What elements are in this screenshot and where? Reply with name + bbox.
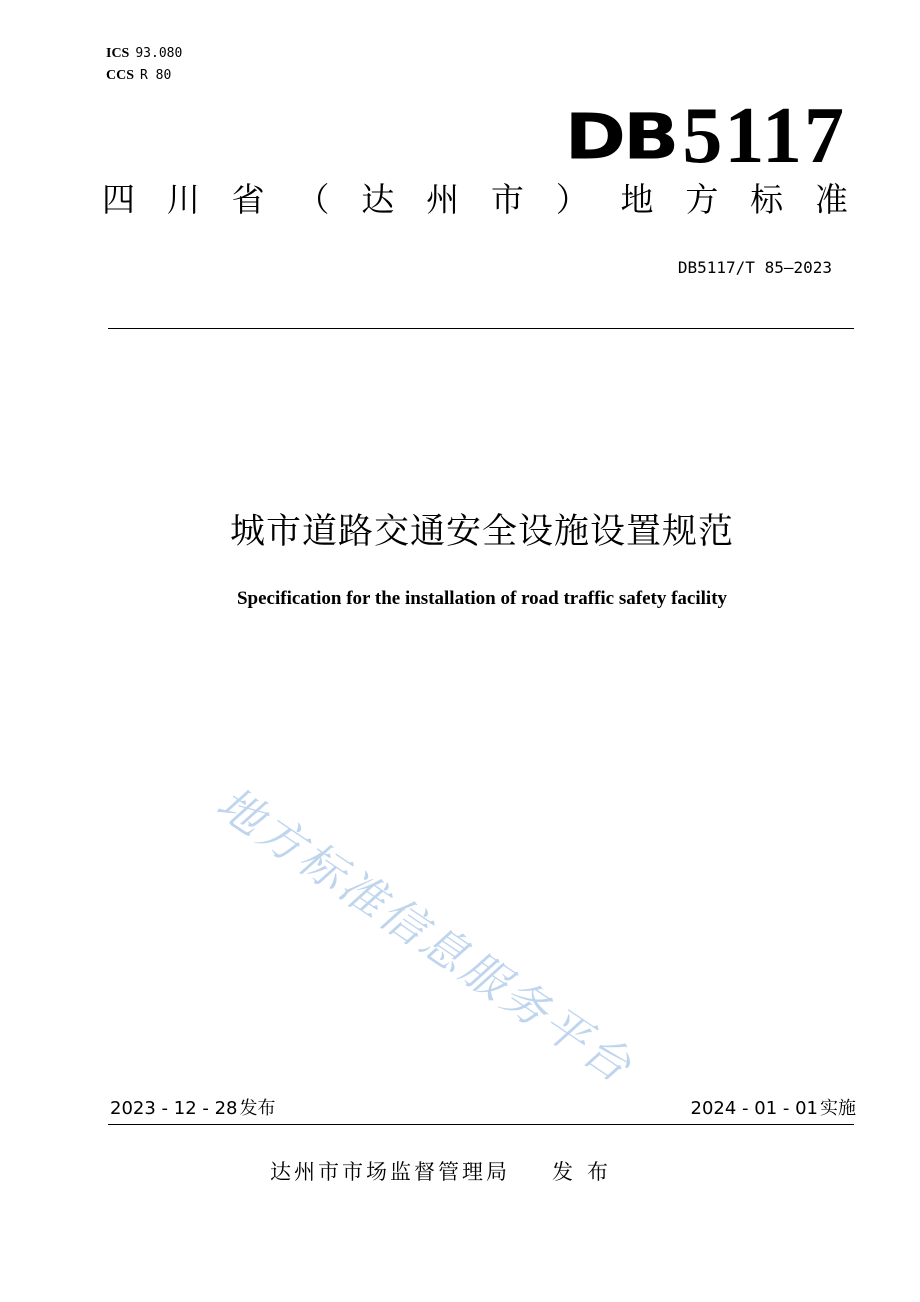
implementation-date bbox=[691, 1097, 857, 1121]
title-english: Specification for the installation of road traffic safety facility bbox=[236, 588, 728, 609]
standard-category-char: 州 bbox=[426, 180, 460, 219]
standard-category-char: ） bbox=[555, 180, 589, 219]
issuer-row bbox=[270, 1158, 622, 1186]
ics-code bbox=[106, 44, 182, 63]
standard-category-char: 川 bbox=[166, 180, 200, 219]
implementation-date-label: 实施 bbox=[820, 1098, 856, 1119]
issue-date bbox=[110, 1097, 276, 1121]
ccs-label: CCS bbox=[106, 68, 135, 83]
standard-category-char: 四 bbox=[102, 180, 135, 219]
standard-category-char: 省 bbox=[231, 180, 265, 219]
standard-category-char: （ bbox=[296, 180, 330, 219]
standard-category bbox=[102, 178, 848, 222]
standard-category-char: 方 bbox=[685, 180, 719, 219]
publish-label: 发布 bbox=[552, 1160, 622, 1184]
top-divider bbox=[108, 328, 854, 329]
ccs-code bbox=[106, 66, 171, 85]
issuer-name: 达州市市场监督管理局 bbox=[270, 1160, 510, 1184]
ics-label: ICS bbox=[106, 46, 130, 61]
issue-date-value: 2023 - 12 - 28 bbox=[110, 1098, 238, 1119]
bottom-divider bbox=[108, 1124, 854, 1125]
standard-code: 5117 bbox=[682, 92, 846, 180]
standard-category-char: 市 bbox=[490, 180, 524, 219]
standard-category-char: 标 bbox=[750, 180, 784, 219]
ics-value: 93.080 bbox=[135, 46, 183, 61]
standard-logo bbox=[564, 92, 846, 180]
standard-number: DB5117/T 85—2023 bbox=[677, 258, 832, 277]
implementation-date-value: 2024 - 01 - 01 bbox=[690, 1098, 818, 1119]
standard-category-char: 准 bbox=[814, 180, 848, 219]
ccs-value: R 80 bbox=[140, 68, 172, 83]
issue-date-label: 发布 bbox=[239, 1098, 276, 1119]
standard-prefix: DB bbox=[564, 100, 677, 174]
standard-category-char: 达 bbox=[361, 180, 395, 219]
title-chinese: 城市道路交通安全设施设置规范 bbox=[229, 512, 734, 552]
standard-category-char: 地 bbox=[620, 180, 654, 219]
watermark: 地方标准信息服务平台 bbox=[207, 776, 644, 1095]
